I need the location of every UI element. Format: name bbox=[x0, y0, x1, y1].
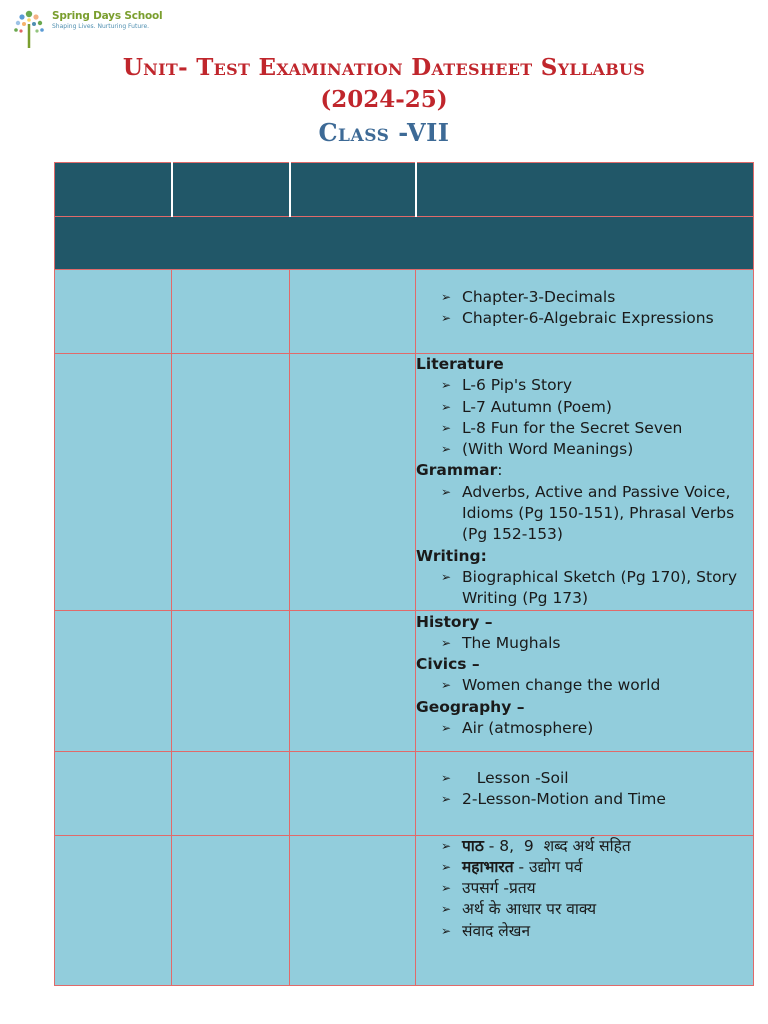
list-item: ➢ संवाद लेखन bbox=[416, 921, 753, 942]
syllabus-cell-english bbox=[416, 354, 754, 611]
session-year: (2024-25) bbox=[320, 86, 448, 113]
arrow-bullet-icon: ➢ bbox=[441, 678, 452, 693]
list-item: ➢ Chapter-3-Decimals bbox=[416, 287, 753, 308]
table-header-row bbox=[55, 163, 754, 217]
school-logo bbox=[12, 8, 163, 52]
subject-cell bbox=[290, 835, 416, 985]
table-row bbox=[55, 610, 754, 751]
arrow-bullet-icon: ➢ bbox=[441, 484, 452, 499]
arrow-bullet-icon: ➢ bbox=[441, 378, 452, 393]
list-item: ➢ L-7 Autumn (Poem) bbox=[416, 397, 753, 418]
subject-cell bbox=[290, 270, 416, 354]
table-row bbox=[55, 270, 754, 354]
list-item: ➢ पाठ - 8, 9 शब्द अर्थ सहित bbox=[416, 836, 753, 857]
list-item: ➢ Biographical Sketch (Pg 170), Story Writing (Pg 173) bbox=[441, 567, 738, 608]
arrow-bullet-icon: ➢ bbox=[441, 442, 452, 457]
arrow-bullet-icon: ➢ bbox=[441, 770, 452, 785]
day-cell bbox=[172, 270, 290, 354]
school-name: Spring Days School bbox=[52, 10, 163, 22]
section-heading: Civics – bbox=[416, 655, 480, 674]
arrow-bullet-icon: ➢ bbox=[441, 420, 452, 435]
list-item: ➢ L-6 Pip's Story bbox=[416, 375, 753, 396]
subject-cell bbox=[290, 610, 416, 751]
arrow-bullet-icon: ➢ bbox=[441, 311, 452, 326]
page-title: Unit- Test Examination Datesheet Syllabus bbox=[122, 54, 646, 81]
date-cell bbox=[55, 354, 172, 611]
list-item: ➢ Adverbs, Active and Passive Voice, Idioms (Pg 150-151), Phrasal Verbs (Pg 152-153) bbox=[441, 482, 735, 544]
band-cell bbox=[55, 217, 754, 270]
arrow-bullet-icon: ➢ bbox=[441, 290, 452, 304]
table-row bbox=[55, 354, 754, 611]
header-cell bbox=[172, 163, 290, 217]
day-cell bbox=[172, 610, 290, 751]
section-heading: Geography – bbox=[416, 697, 525, 716]
arrow-bullet-icon: ➢ bbox=[441, 859, 452, 874]
list-item: ➢ The Mughals bbox=[416, 633, 753, 654]
list-item: ➢ महाभारत - उद्योग पर्व bbox=[416, 857, 753, 878]
date-cell bbox=[55, 610, 172, 751]
arrow-bullet-icon: ➢ bbox=[441, 881, 452, 896]
list-item: ➢ उपसर्ग -प्रतय bbox=[416, 878, 753, 899]
section-heading: Literature bbox=[416, 355, 504, 373]
list-item: ➢ Lesson -Soil bbox=[416, 768, 753, 789]
header-cell bbox=[55, 163, 172, 217]
school-tagline: Shaping Lives. Nurturing Future. bbox=[52, 23, 150, 30]
table-row bbox=[55, 751, 754, 835]
section-heading: Grammar bbox=[416, 461, 498, 480]
syllabus-cell-science bbox=[416, 751, 754, 835]
day-cell bbox=[172, 751, 290, 835]
arrow-bullet-icon: ➢ bbox=[441, 635, 452, 650]
section-heading-row: Grammar: bbox=[416, 461, 503, 480]
list-item: ➢ Air (atmosphere) bbox=[416, 718, 753, 739]
section-heading: Writing: bbox=[416, 546, 487, 565]
list-item: ➢ Chapter-6-Algebraic Expressions bbox=[416, 308, 753, 329]
date-cell bbox=[55, 835, 172, 985]
list-item: ➢ 2-Lesson-Motion and Time bbox=[416, 789, 753, 810]
datesheet-table bbox=[54, 162, 754, 986]
syllabus-cell-hindi bbox=[416, 835, 754, 985]
arrow-bullet-icon: ➢ bbox=[441, 923, 452, 938]
tree-logo-icon bbox=[12, 8, 48, 50]
section-heading: History – bbox=[416, 612, 493, 631]
header-cell bbox=[290, 163, 416, 217]
subject-cell bbox=[290, 751, 416, 835]
date-cell bbox=[55, 270, 172, 354]
arrow-bullet-icon: ➢ bbox=[441, 838, 452, 853]
arrow-bullet-icon: ➢ bbox=[441, 569, 452, 584]
table-band-row bbox=[55, 217, 754, 270]
table-row bbox=[55, 835, 754, 985]
class-label: Class -VII bbox=[318, 118, 450, 147]
header-cell bbox=[416, 163, 754, 217]
list-item: ➢ अर्थ के आधार पर वाक्य bbox=[416, 899, 753, 920]
list-item: ➢ (With Word Meanings) bbox=[416, 439, 753, 460]
list-item: ➢ Women change the world bbox=[416, 675, 753, 696]
arrow-bullet-icon: ➢ bbox=[441, 721, 452, 736]
syllabus-cell-maths bbox=[416, 270, 754, 354]
day-cell bbox=[172, 354, 290, 611]
arrow-bullet-icon: ➢ bbox=[441, 902, 452, 917]
date-cell bbox=[55, 751, 172, 835]
syllabus-cell-sst bbox=[416, 610, 754, 751]
arrow-bullet-icon: ➢ bbox=[441, 399, 452, 414]
arrow-bullet-icon: ➢ bbox=[441, 791, 452, 806]
subject-cell bbox=[290, 354, 416, 611]
list-item: ➢ L-8 Fun for the Secret Seven bbox=[416, 418, 753, 439]
day-cell bbox=[172, 835, 290, 985]
